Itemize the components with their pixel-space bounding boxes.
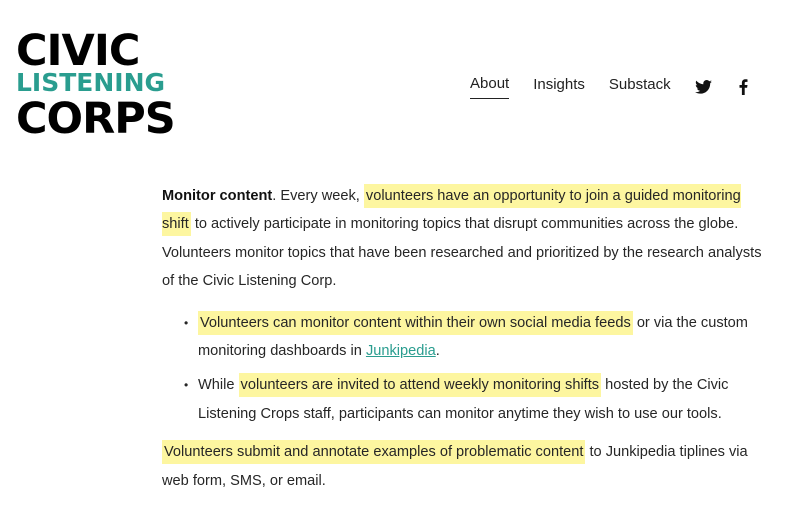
main-nav	[470, 74, 775, 99]
nav-item-about[interactable]: About	[470, 74, 509, 99]
highlighted-text: Volunteers submit and annotate examples of problematic content	[162, 440, 585, 464]
highlighted-text: Volunteers can monitor content within their own social media feeds	[198, 311, 633, 335]
nav-item-insights[interactable]: Insights	[533, 75, 585, 93]
highlighted-text: volunteers have an opportunity to join a guided monitoring shift	[162, 184, 741, 236]
main-content	[162, 182, 772, 495]
bullet-list	[162, 309, 772, 429]
paragraph-text: . Every week,	[272, 188, 364, 204]
logo[interactable]	[16, 26, 176, 144]
logo-line-corps: CORPS	[16, 94, 175, 144]
paragraph-text: to Junkipedia tiplines via web form, SMS, or email.	[162, 444, 748, 489]
paragraph-text: to actively participate in monitoring topics that disrupt communities across the globe. Volunteers monitor topics that have been researched and prioritized by the research analysts of the Civic Listening Corp.	[162, 216, 762, 290]
logo-line-listening: LISTENING	[16, 68, 166, 97]
twitter-icon[interactable]	[695, 77, 713, 97]
list-item-text: or via the custom monitoring dashboards in	[198, 314, 748, 360]
list-item-text: hosted by the Civic Listening Crops staff, participants can monitor anytime they wish to use our tools.	[198, 377, 729, 422]
submit-paragraph	[162, 438, 772, 495]
monitor-content-paragraph	[162, 182, 772, 296]
list-item-text: While	[198, 377, 239, 394]
list-item-text: .	[435, 343, 440, 360]
list-item	[198, 309, 772, 366]
section-heading: Monitor content	[162, 188, 273, 204]
facebook-icon[interactable]	[735, 77, 753, 97]
list-item	[198, 371, 772, 428]
nav-item-substack[interactable]: Substack	[608, 75, 671, 93]
logo-line-civic: CIVIC	[16, 26, 140, 76]
highlighted-text: volunteers are invited to attend weekly monitoring shifts	[239, 373, 602, 397]
junkipedia-link[interactable]: Junkipedia	[365, 343, 436, 360]
